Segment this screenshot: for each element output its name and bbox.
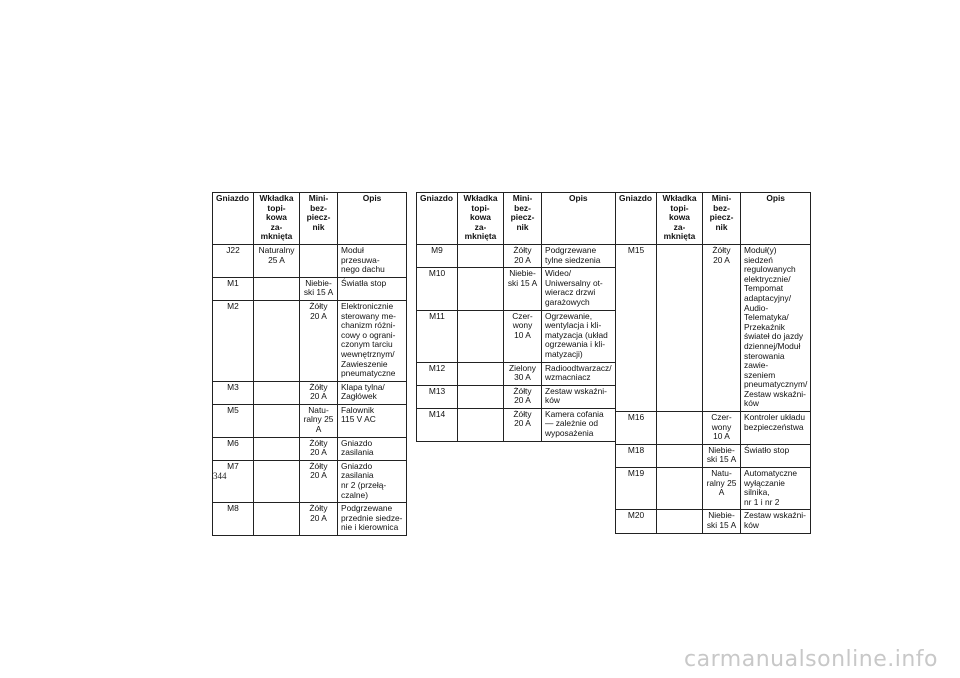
description-cell: Wideo/ Uniwersalny ot- wieracz drzwi garażowych — [542, 268, 616, 310]
table-row — [213, 460, 407, 502]
cartridge-cell — [458, 408, 504, 441]
cartridge-cell — [254, 381, 300, 404]
socket-cell: M7 — [213, 460, 254, 502]
table-row — [616, 412, 811, 445]
description-cell: Elektronicznie sterowany me- chanizm różni- cowy o ograni- czonym tarciu wewnętrznym/ Zawieszenie pneumatyczne — [338, 300, 407, 381]
mini-fuse-cell: Natu- ralny 25 A — [300, 404, 338, 437]
description-cell: Gniazdo zasilania — [338, 437, 407, 460]
mini-fuse-cell: Niebie- ski 15 A — [504, 268, 542, 310]
cartridge-cell — [254, 460, 300, 502]
mini-fuse-cell: Niebie- ski 15 A — [300, 277, 338, 300]
fuse-table-1 — [212, 192, 407, 536]
table-row — [213, 437, 407, 460]
header-description: Opis — [741, 193, 811, 245]
description-cell: Klapa tylna/ Zagłówek — [338, 381, 407, 404]
watermark: carmanualsonline.info — [684, 647, 938, 672]
table-row — [417, 244, 616, 267]
mini-fuse-cell: Żółty 20 A — [703, 244, 741, 411]
table-row — [616, 244, 811, 411]
page-number: 344 — [213, 471, 227, 481]
table-row — [616, 444, 811, 467]
mini-fuse-cell: Żółty 20 A — [504, 385, 542, 408]
cartridge-cell — [254, 404, 300, 437]
mini-fuse-cell — [300, 244, 338, 277]
description-cell: Falownik 115 V AC — [338, 404, 407, 437]
cartridge-cell — [254, 437, 300, 460]
cartridge-cell — [458, 244, 504, 267]
description-cell: Światło stop — [741, 444, 811, 467]
description-cell: Moduł(y) siedzeń regulowanych elektrycznie/ Tempomat adaptacyjny/ Audio- Telematyka/ Przekaźnik świateł do jazdy dziennej/Moduł sterowania zawie- szeniem pneumatycznym/ Zestaw wskaźni- ków — [741, 244, 811, 411]
socket-cell: M19 — [616, 468, 657, 510]
mini-fuse-cell: Niebie- ski 15 A — [703, 444, 741, 467]
table-row — [616, 510, 811, 533]
socket-cell: M13 — [417, 385, 458, 408]
table-header-row — [417, 193, 616, 245]
socket-cell: M11 — [417, 310, 458, 362]
socket-cell: J22 — [213, 244, 254, 277]
socket-cell: M10 — [417, 268, 458, 310]
cartridge-cell — [458, 385, 504, 408]
header-mini-fuse: Mini- bez- piecz- nik — [703, 193, 741, 245]
table-header-row — [616, 193, 811, 245]
mini-fuse-cell: Żółty 20 A — [300, 300, 338, 381]
header-socket: Gniazdo — [616, 193, 657, 245]
table-row — [417, 408, 616, 441]
table-row — [213, 244, 407, 277]
mini-fuse-cell: Zielony 30 A — [504, 362, 542, 385]
header-cartridge: Wkładka topi- kowa za- mknięta — [254, 193, 300, 245]
cartridge-cell — [458, 362, 504, 385]
socket-cell: M5 — [213, 404, 254, 437]
socket-cell: M9 — [417, 244, 458, 267]
socket-cell: M18 — [616, 444, 657, 467]
header-socket: Gniazdo — [213, 193, 254, 245]
description-cell: Kamera cofania — zależnie od wyposażenia — [542, 408, 616, 441]
description-cell: Zestaw wskaźni- ków — [542, 385, 616, 408]
description-cell: Gniazdo zasilania nr 2 (przełą- czalne) — [338, 460, 407, 502]
description-cell: Podgrzewane tylne siedzenia — [542, 244, 616, 267]
cartridge-cell — [254, 277, 300, 300]
header-cartridge: Wkładka topi- kowa za- mknięta — [657, 193, 703, 245]
socket-cell: M1 — [213, 277, 254, 300]
cartridge-cell — [458, 310, 504, 362]
table-row — [213, 381, 407, 404]
table-row — [417, 310, 616, 362]
mini-fuse-cell: Czer- wony 10 A — [703, 412, 741, 445]
cartridge-cell — [657, 244, 703, 411]
socket-cell: M15 — [616, 244, 657, 411]
description-cell: Automatyczne wyłączanie silnika, nr 1 i nr 2 — [741, 468, 811, 510]
description-cell: Zestaw wskaźni- ków — [741, 510, 811, 533]
mini-fuse-cell: Żółty 20 A — [504, 408, 542, 441]
mini-fuse-cell: Niebie- ski 15 A — [703, 510, 741, 533]
description-cell: Ogrzewanie, wentylacja i kli- matyzacja (układ ogrzewania i kli- matyzacji) — [542, 310, 616, 362]
cartridge-cell: Naturalny 25 A — [254, 244, 300, 277]
mini-fuse-cell: Natu- ralny 25 A — [703, 468, 741, 510]
cartridge-cell — [254, 300, 300, 381]
table-header-row — [213, 193, 407, 245]
mini-fuse-cell: Żółty 20 A — [300, 503, 338, 536]
mini-fuse-cell: Żółty 20 A — [300, 437, 338, 460]
header-description: Opis — [542, 193, 616, 245]
header-socket: Gniazdo — [417, 193, 458, 245]
mini-fuse-cell: Żółty 20 A — [300, 381, 338, 404]
cartridge-cell — [657, 468, 703, 510]
table-row — [417, 385, 616, 408]
description-cell: Podgrzewane przednie siedze- nie i kierownica — [338, 503, 407, 536]
socket-cell: M16 — [616, 412, 657, 445]
socket-cell: M8 — [213, 503, 254, 536]
mini-fuse-cell: Żółty 20 A — [300, 460, 338, 502]
table-row — [213, 404, 407, 437]
socket-cell: M12 — [417, 362, 458, 385]
cartridge-cell — [657, 444, 703, 467]
header-mini-fuse: Mini- bez- piecz- nik — [504, 193, 542, 245]
description-cell: Kontroler układu bezpieczeństwa — [741, 412, 811, 445]
header-description: Opis — [338, 193, 407, 245]
header-cartridge: Wkładka topi- kowa za- mknięta — [458, 193, 504, 245]
description-cell: Moduł przesuwa- nego dachu — [338, 244, 407, 277]
table-row — [213, 503, 407, 536]
cartridge-cell — [657, 510, 703, 533]
fuse-table-2 — [416, 192, 616, 442]
cartridge-cell — [458, 268, 504, 310]
table-row — [616, 468, 811, 510]
socket-cell: M20 — [616, 510, 657, 533]
table-row — [213, 277, 407, 300]
cartridge-cell — [254, 503, 300, 536]
socket-cell: M6 — [213, 437, 254, 460]
mini-fuse-cell: Żółty 20 A — [504, 244, 542, 267]
socket-cell: M2 — [213, 300, 254, 381]
table-row — [417, 362, 616, 385]
description-cell: Radioodtwarzacz/ wzmacniacz — [542, 362, 616, 385]
fuse-table-3 — [615, 192, 811, 534]
socket-cell: M14 — [417, 408, 458, 441]
header-mini-fuse: Mini- bez- piecz- nik — [300, 193, 338, 245]
table-row — [417, 268, 616, 310]
table-row — [213, 300, 407, 381]
description-cell: Światła stop — [338, 277, 407, 300]
socket-cell: M3 — [213, 381, 254, 404]
cartridge-cell — [657, 412, 703, 445]
mini-fuse-cell: Czer- wony 10 A — [504, 310, 542, 362]
